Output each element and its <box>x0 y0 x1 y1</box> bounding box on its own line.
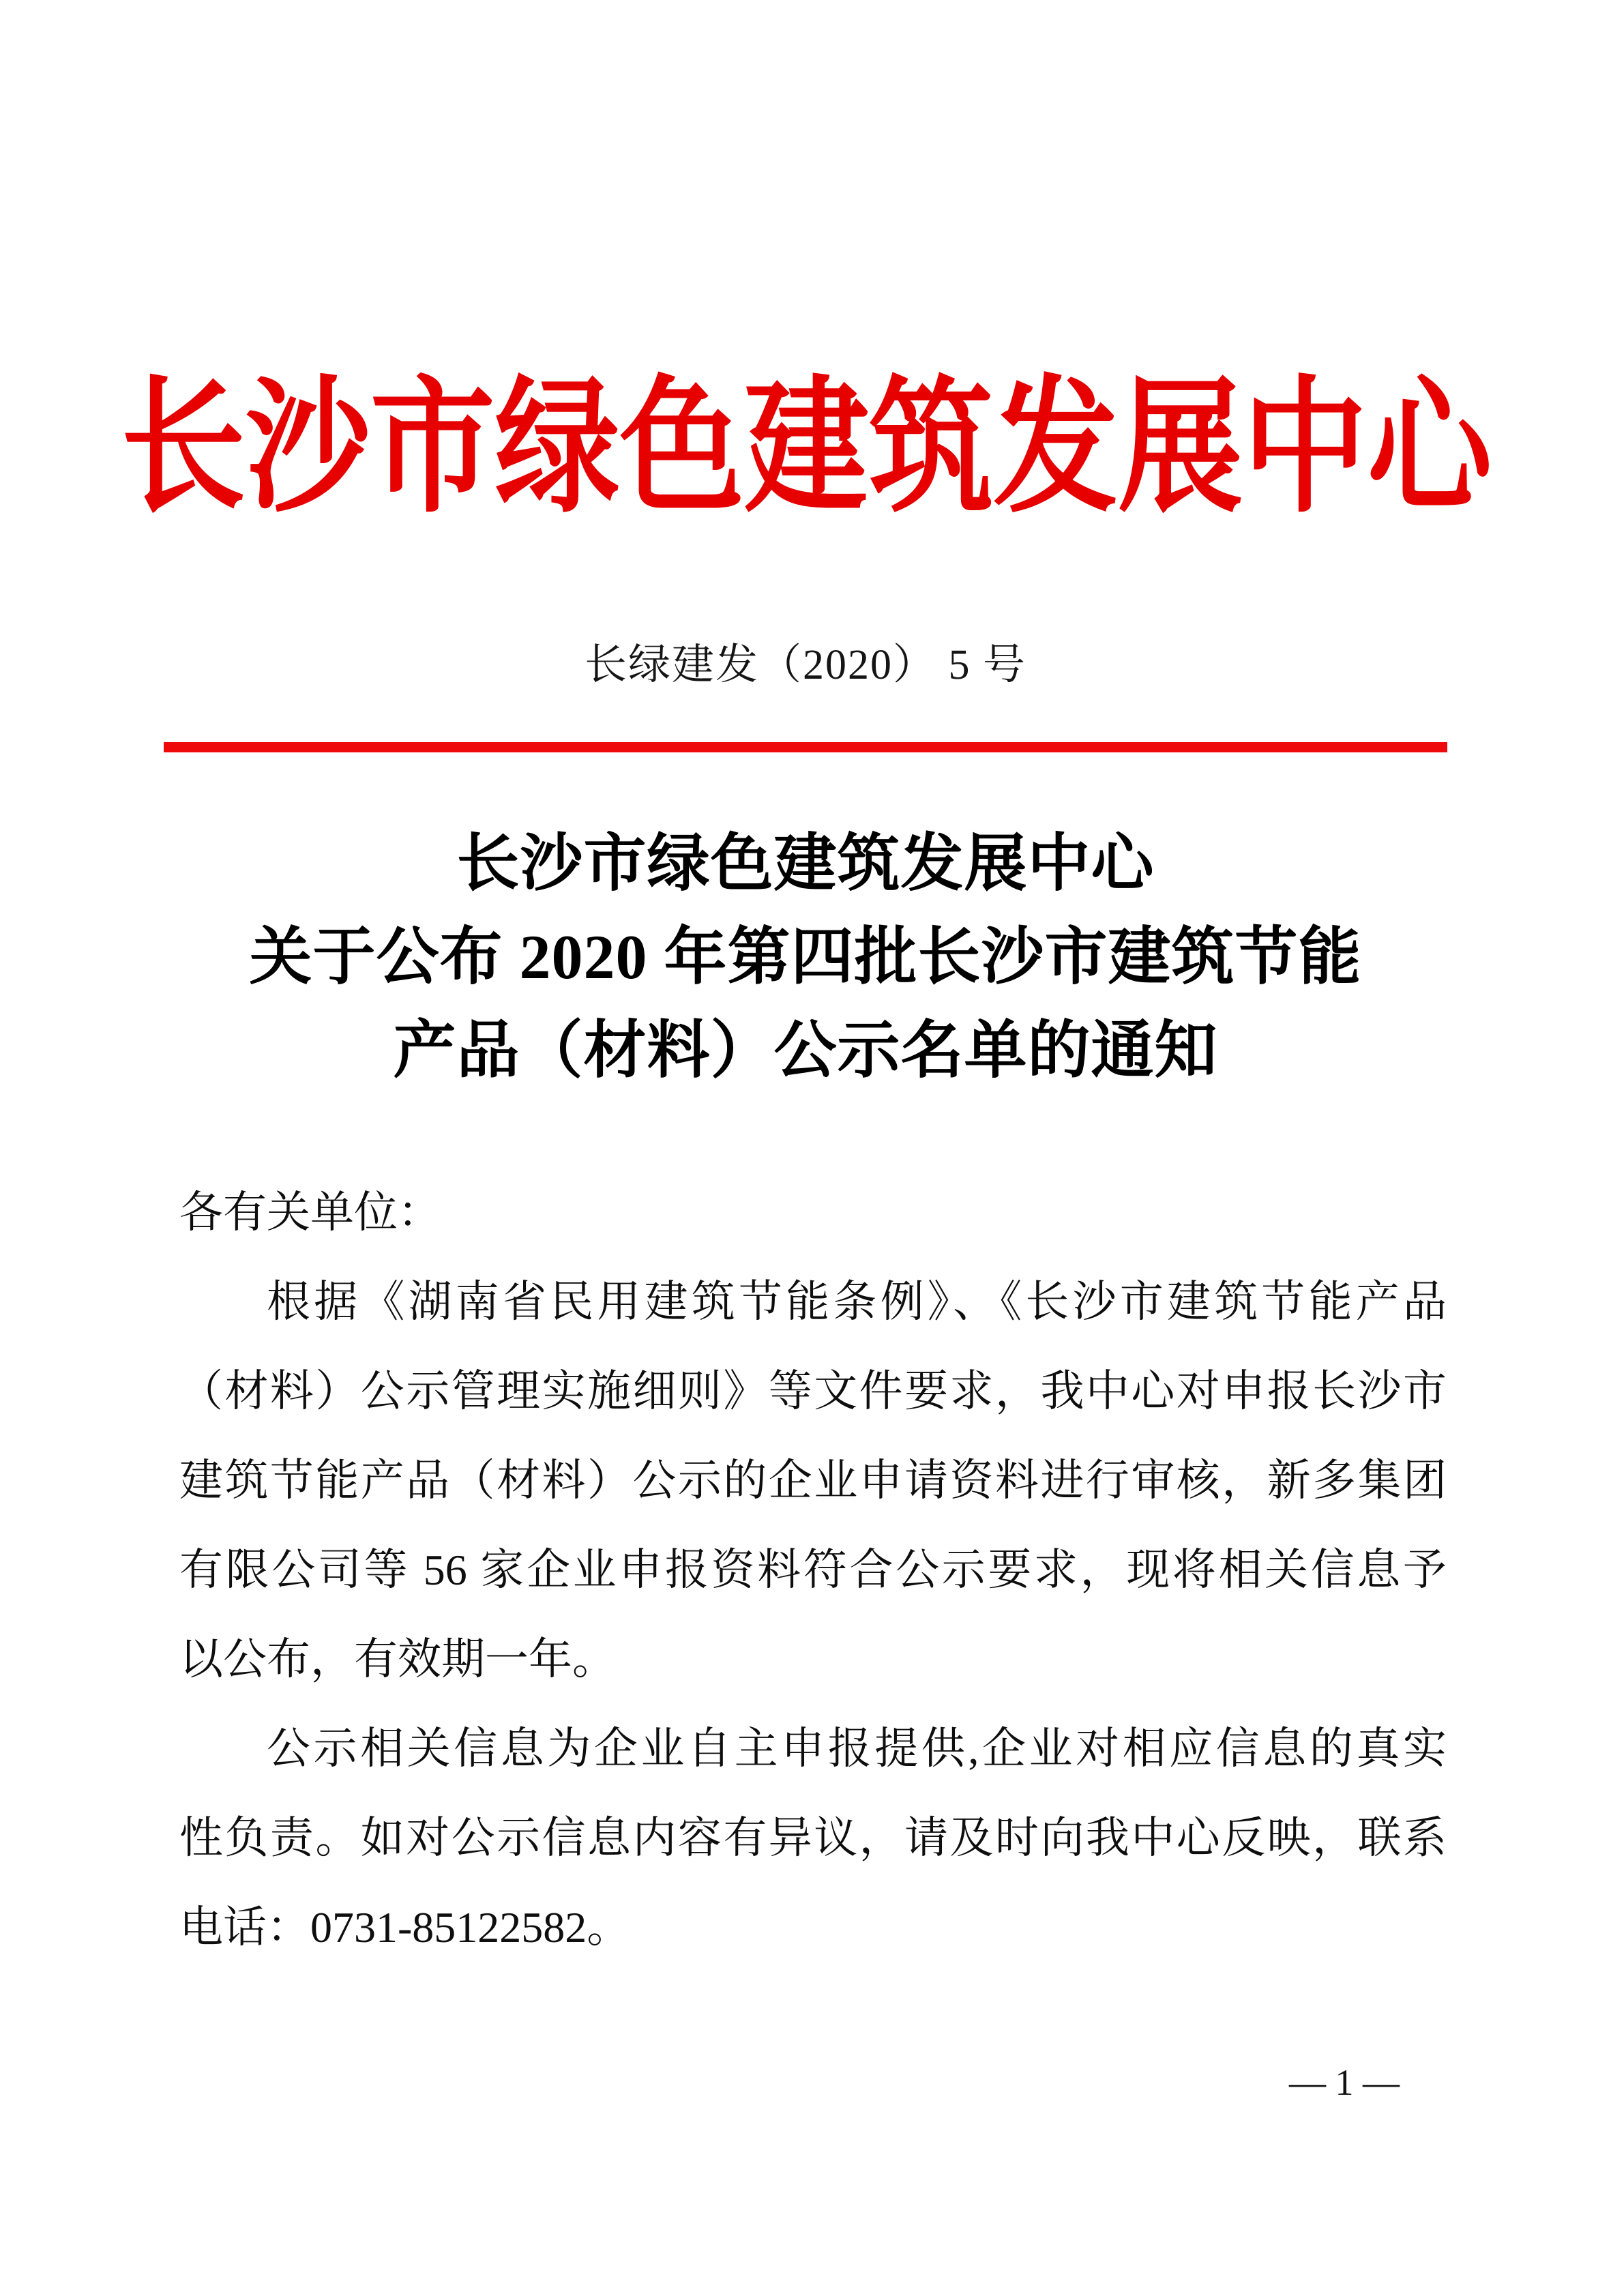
paragraph-2-line-3: 电话：0731-85122582。 <box>179 1903 631 1952</box>
masthead <box>0 368 1611 530</box>
paragraph-2-line-2: 性负责。如对公示信息内容有异议，请及时向我中心反映，联系 <box>179 1814 1447 1862</box>
paragraph-2-line-1: 公示相关信息为企业自主申报提供,企业对相应信息的真实 <box>267 1724 1447 1773</box>
doc-number: 长绿建发（2020） 5 号 <box>584 642 1026 688</box>
masthead-title: 长沙市绿色建筑发展中心 <box>121 367 1492 530</box>
document-title-line-2: 关于公布 2020 年第四批长沙市建筑节能 <box>249 922 1362 992</box>
red-divider-rule <box>164 742 1447 752</box>
body-text <box>179 1168 1447 1972</box>
document-title-line-3: 产品（材料）公示名单的通知 <box>393 1016 1218 1085</box>
paragraph-1-line-5: 以公布，有效期一年。 <box>179 1635 616 1683</box>
paragraph-1-line-2: （材料）公示管理实施细则》等文件要求，我中心对申报长沙市 <box>179 1367 1447 1415</box>
page-number: — 1 — <box>1289 2062 1400 2103</box>
salutation: 各有关单位： <box>179 1188 441 1237</box>
paragraph-1-line-1: 根据《湖南省民用建筑节能条例》、《长沙市建筑节能产品 <box>267 1278 1447 1326</box>
document-title-line-1: 长沙市绿色建筑发展中心 <box>456 829 1155 898</box>
paragraph-1-line-3: 建筑节能产品（材料）公示的企业申请资料进行审核，新多集团 <box>179 1456 1447 1505</box>
paragraph-1-line-4: 有限公司等 56 家企业申报资料符合公示要求，现将相关信息予 <box>179 1546 1447 1594</box>
document-title <box>0 817 1611 1098</box>
